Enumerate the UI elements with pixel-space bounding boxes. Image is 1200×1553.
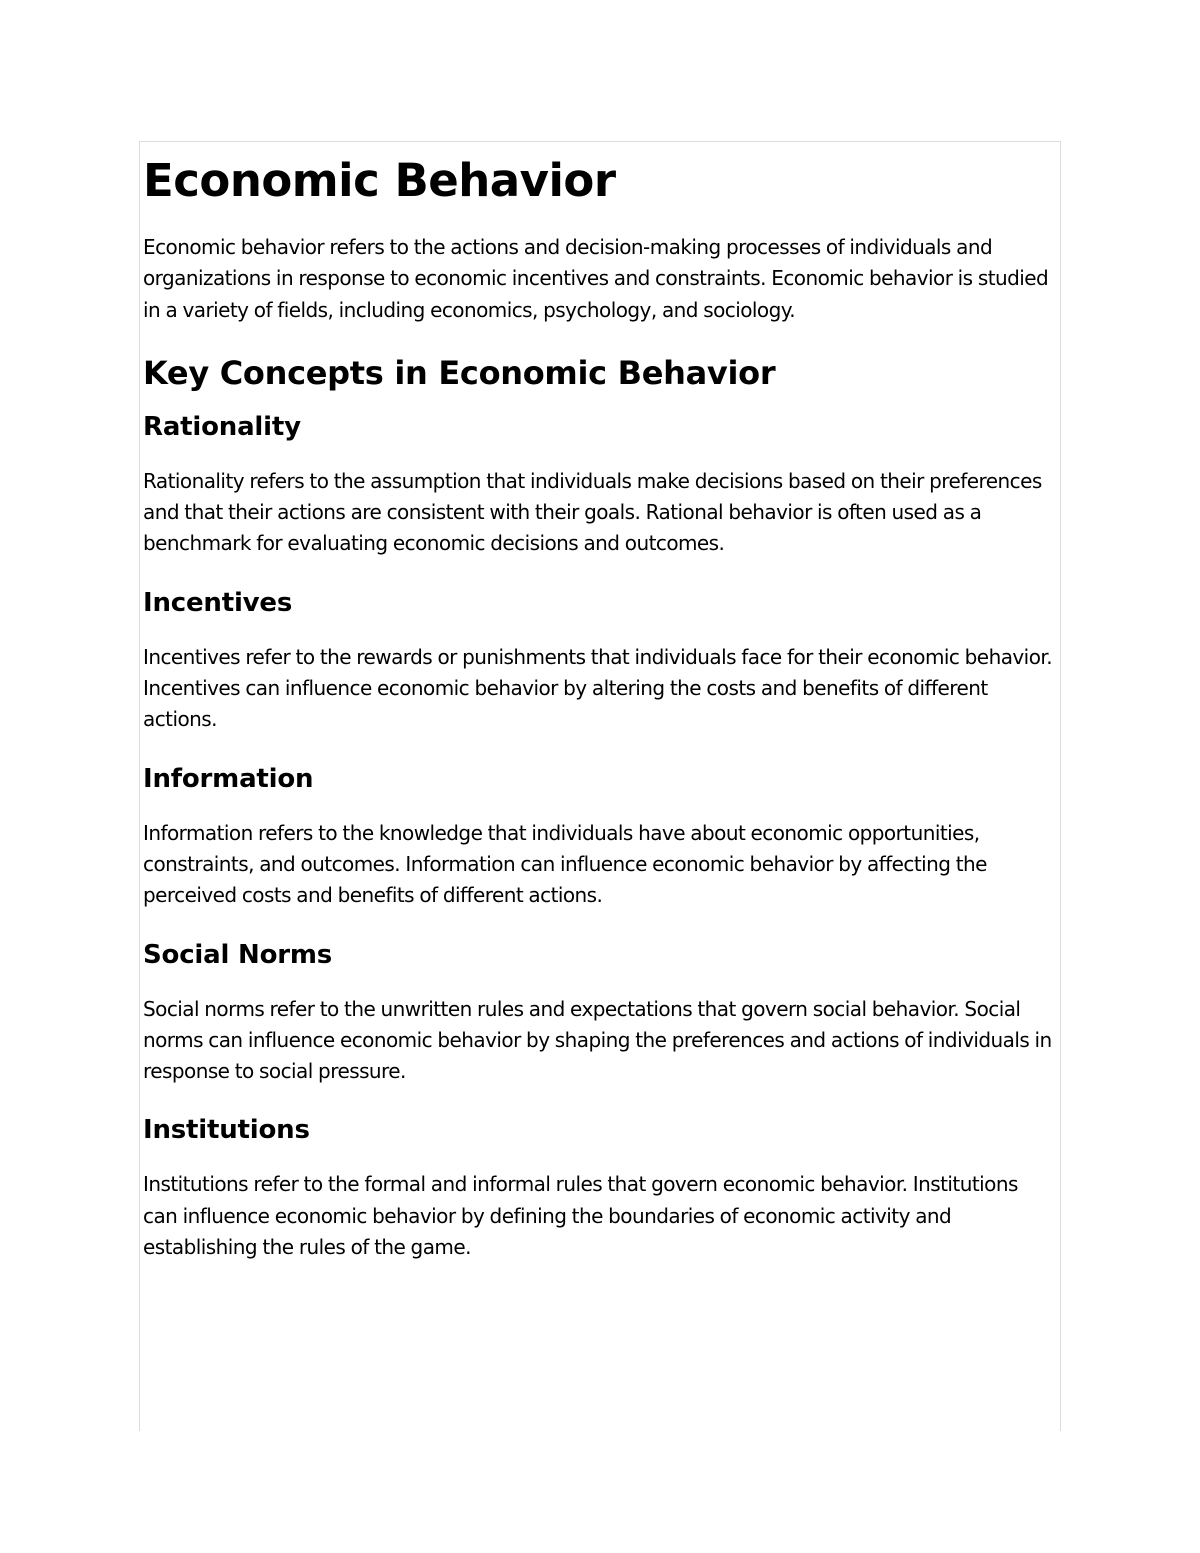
section-heading: Information: [143, 763, 314, 794]
section-institutions: [143, 1111, 1053, 1263]
section-social-norms: [143, 936, 1053, 1088]
page-title: Economic Behavior: [143, 154, 616, 207]
document-content: [143, 150, 1053, 1263]
intro-paragraph: Economic behavior refers to the actions and decision-making processes of individuals and organizations in response to economic incentives and constraints. Economic behavior is studied in a variety of fields, including economics, psychology, and sociology.: [143, 235, 1049, 322]
section-heading: Institutions: [143, 1115, 310, 1146]
section-rationality: [143, 408, 1053, 560]
section-title: Key Concepts in Economic Behavior: [143, 353, 776, 392]
section-body: Institutions refer to the formal and informal rules that govern economic behavior. Institutions can influence economic behavior by defining the boundaries of economic activity and establishing the rules of the game.: [143, 1172, 1018, 1260]
section-heading: Social Norms: [143, 939, 333, 970]
section-information: [143, 760, 1053, 912]
section-body: Rationality refers to the assumption that individuals make decisions based on their preferences and that their actions are consistent with their goals. Rational behavior is often used as a benchmark for evaluating economic decisions and outcomes.: [143, 468, 1042, 556]
section-heading: Incentives: [143, 587, 293, 618]
section-incentives: [143, 584, 1053, 736]
section-body: Social norms refer to the unwritten rules and expectations that govern social behavior. Social norms can influence economic behavior by shaping the preferences and actions of individuals in response to social pressure.: [143, 996, 1052, 1084]
section-body: Incentives refer to the rewards or punishments that individuals face for their economic behavior. Incentives can influence economic behavior by altering the costs and benefits of different actions.: [143, 644, 1053, 732]
section-body: Information refers to the knowledge that individuals have about economic opportunities, constraints, and outcomes. Information can influence economic behavior by affecting the perceived costs and benefits of different actions.: [143, 820, 987, 908]
section-heading: Rationality: [143, 411, 301, 442]
